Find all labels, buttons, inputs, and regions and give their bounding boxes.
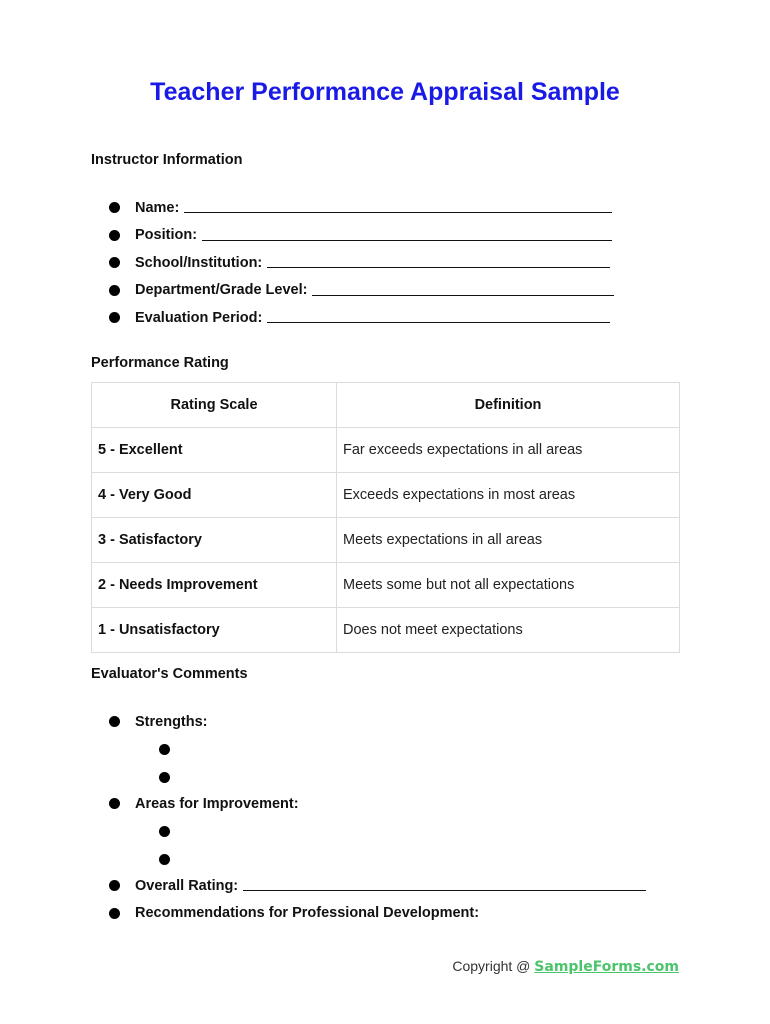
department-field [109,277,614,305]
bullet-icon [109,798,120,809]
bullet-icon [109,716,120,727]
overall-rating-row [109,872,646,900]
bullet-icon [109,285,120,296]
rating-scale-header: Rating Scale [92,383,337,428]
page-title: Teacher Performance Appraisal Sample [150,78,620,106]
bullet-icon [109,230,120,241]
name-field [109,194,614,222]
name-label: Name: [135,199,180,216]
brand-link[interactable]: SampleForms.com [534,959,679,975]
improvement-sublist [159,818,185,873]
definition-cell: Does not meet expectations [337,608,680,653]
overall-rating-blank[interactable] [243,875,646,891]
copyright-text: Copyright @ [452,958,535,974]
recommendations-label: Recommendations for Professional Development: [135,905,480,922]
bullet-icon [109,908,120,919]
evaluation-period-blank[interactable] [267,307,610,323]
table-row [92,428,680,473]
list-item[interactable] [159,846,185,874]
definition-cell: Far exceeds expectations in all areas [337,428,680,473]
school-label: School/Institution: [135,254,263,271]
definition-cell: Meets expectations in all areas [337,518,680,563]
department-label: Department/Grade Level: [135,282,308,299]
table-row [92,473,680,518]
improvement-item [109,790,299,818]
table-row [92,518,680,563]
improvement-row [109,790,299,818]
definition-cell: Exceeds expectations in most areas [337,473,680,518]
bullet-icon [159,772,170,783]
rating-scale-cell: 4 - Very Good [92,473,337,518]
name-blank[interactable] [184,197,612,213]
strengths-row [109,708,208,736]
performance-rating-heading: Performance Rating [91,355,229,371]
overall-rating-label: Overall Rating: [135,877,239,894]
bullet-icon [159,826,170,837]
table-row [92,563,680,608]
recommendations-row [109,900,646,928]
position-field [109,222,614,250]
department-blank[interactable] [312,280,614,296]
rating-table [91,382,680,653]
evaluation-period-field [109,304,614,332]
definition-cell: Meets some but not all expectations [337,563,680,608]
rating-scale-cell: 3 - Satisfactory [92,518,337,563]
list-item[interactable] [159,736,185,764]
instructor-info-heading: Instructor Information [91,152,243,168]
evaluation-period-label: Evaluation Period: [135,309,263,326]
bullet-icon [109,312,120,323]
bullet-icon [109,257,120,268]
rating-scale-cell: 1 - Unsatisfactory [92,608,337,653]
rating-scale-cell: 2 - Needs Improvement [92,563,337,608]
table-header-row [92,383,680,428]
school-field [109,249,614,277]
bullet-icon [109,202,120,213]
rating-scale-cell: 5 - Excellent [92,428,337,473]
footer [452,958,679,975]
position-blank[interactable] [202,225,612,241]
table-row [92,608,680,653]
position-label: Position: [135,227,198,244]
list-item[interactable] [159,764,185,792]
bullet-icon [109,880,120,891]
definition-header: Definition [337,383,680,428]
bullet-icon [159,854,170,865]
school-blank[interactable] [267,252,610,268]
list-item[interactable] [159,818,185,846]
overall-items [109,872,646,927]
strengths-sublist [159,736,185,791]
evaluator-comments-heading: Evaluator's Comments [91,666,248,682]
strengths-item [109,708,208,736]
instructor-fields-list [109,194,614,332]
improvement-label: Areas for Improvement: [135,795,299,812]
strengths-label: Strengths: [135,713,208,730]
bullet-icon [159,744,170,755]
